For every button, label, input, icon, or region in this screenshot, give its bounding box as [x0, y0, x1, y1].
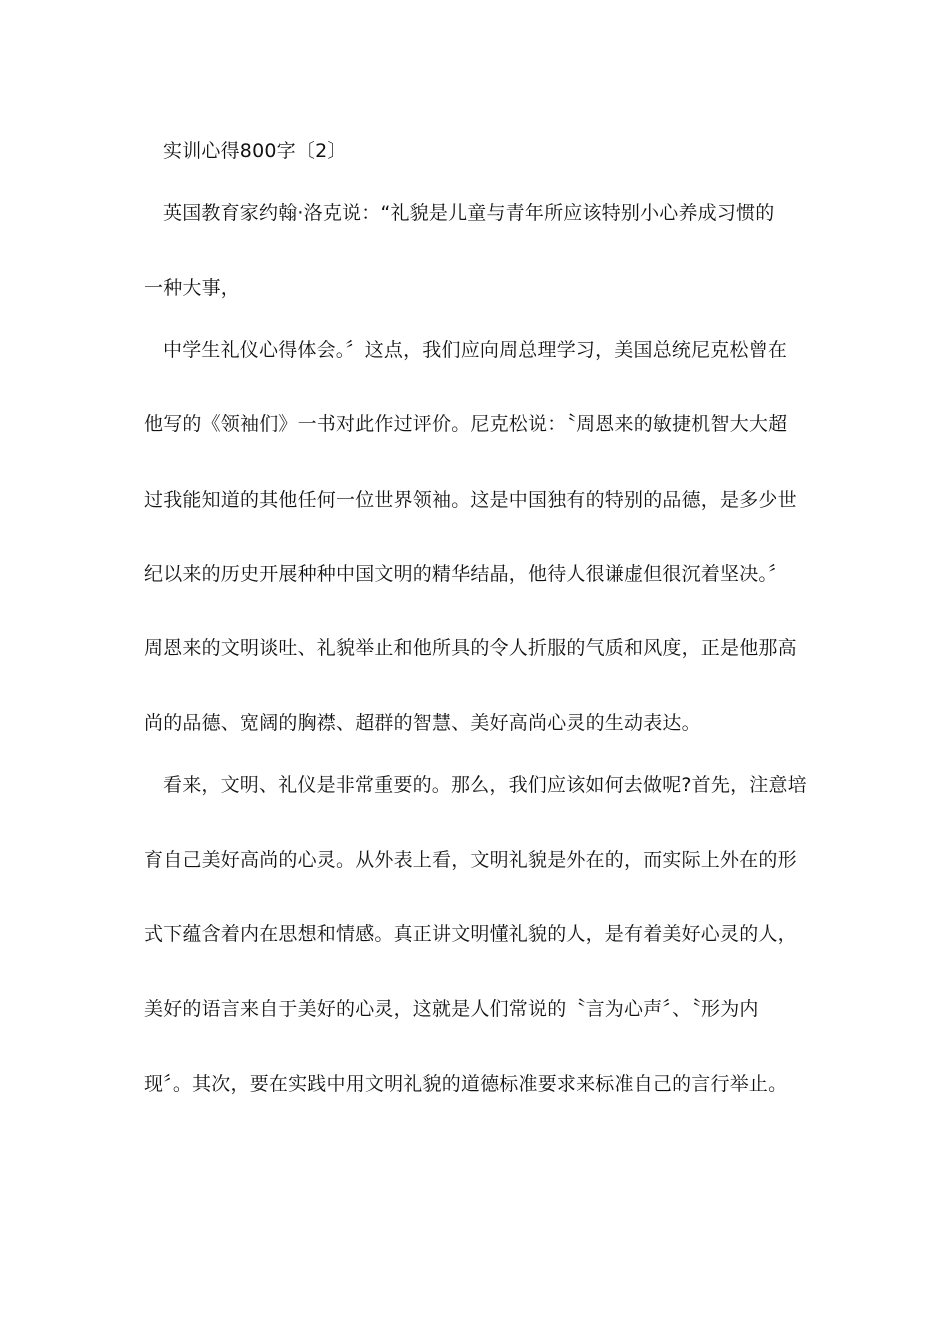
- paragraph-line: 育自己美好高尚的心灵。从外表上看，文明礼貌是外在的，而实际上外在的形: [144, 849, 797, 871]
- paragraph-line: 过我能知道的其他任何一位世界领袖。这是中国独有的特别的品德，是多少世: [144, 489, 797, 511]
- paragraph-line: 他写的《领袖们》一书对此作过评价。尼克松说：〝周恩来的敏捷机智大大超: [144, 413, 788, 435]
- paragraph-line: 纪以来的历史开展种种中国文明的精华结晶，他待人很谦虚但很沉着坚决。〞: [144, 563, 788, 585]
- paragraph-line: 式下蕴含着内在思想和情感。真正讲文明懂礼貌的人，是有着美好心灵的人，: [144, 923, 797, 945]
- paragraph-line: 一种大事，: [144, 277, 241, 299]
- paragraph-line: 中学生礼仪心得体会。〞这点，我们应向周总理学习，美国总统尼克松曾在: [163, 339, 788, 361]
- paragraph-line: 美好的语言来自于美好的心灵，这就是人们常说的〝言为心声〞、〝形为内: [144, 998, 759, 1020]
- paragraph-line: 尚的品德、宽阔的胸襟、超群的智慧、美好高尚心灵的生动表达。: [144, 712, 701, 734]
- paragraph-line: 英国教育家约翰·洛克说：“礼貌是儿童与青年所应该特别小心养成习惯的: [163, 202, 775, 224]
- document-title: 实训心得800字〔2〕: [163, 140, 347, 162]
- paragraph-line: 现〞。其次，要在实践中用文明礼貌的道德标准要求来标准自己的言行举止。: [144, 1073, 788, 1095]
- paragraph-line: 看来，文明、礼仪是非常重要的。那么，我们应该如何去做呢?首先，注意培: [163, 774, 807, 796]
- paragraph-line: 周恩来的文明谈吐、礼貌举止和他所具的令人折服的气质和风度，正是他那高: [144, 637, 797, 659]
